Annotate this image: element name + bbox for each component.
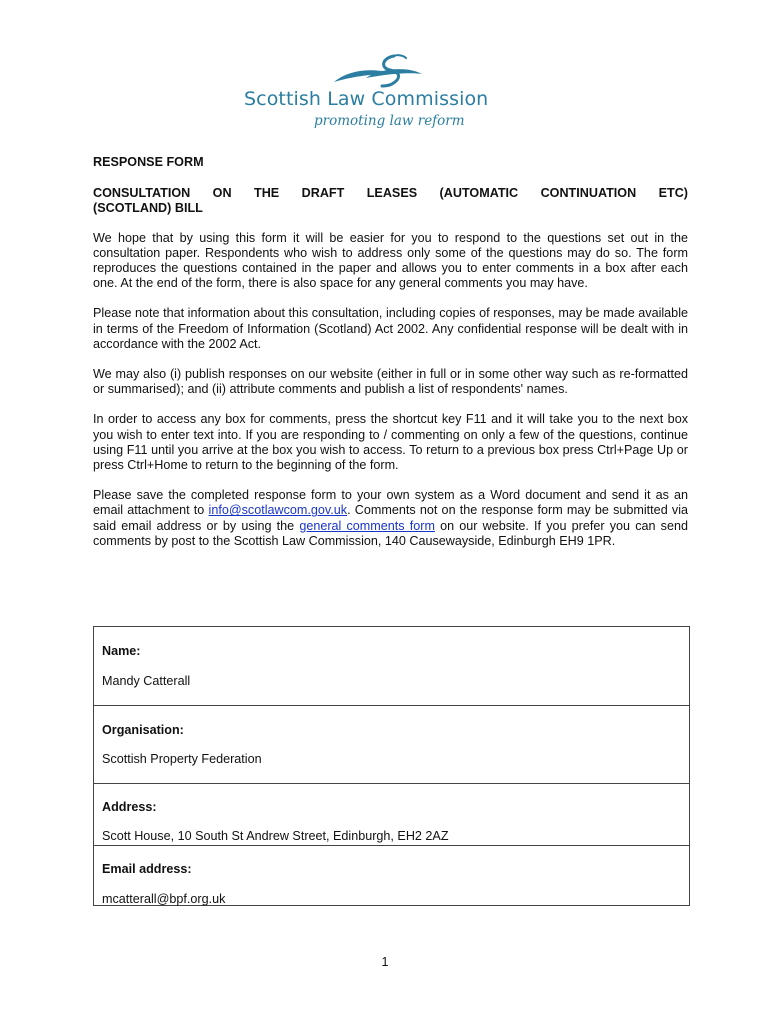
organisation-value[interactable]: Scottish Property Federation (102, 752, 262, 766)
form-heading: RESPONSE FORM (93, 155, 204, 169)
name-label: Name: (102, 644, 141, 658)
email-label: Email address: (102, 862, 192, 876)
scottish-law-commission-logo (244, 54, 514, 134)
logo-title: Scottish Law Commission (244, 88, 489, 110)
logo-tagline: promoting law reform (314, 113, 465, 129)
navigation-paragraph: In order to access any box for comments, press the shortcut key F11 and it will take you to the next box you wish to enter text into. If you are responding to / commenting on only a few of the questions, continue using F11 until you arrive at the box you wish to access. To return to a previous box press Ctrl+Page Up or press Ctrl+Home to return to the beginning of the form. (93, 412, 688, 473)
logo-swoosh-icon (330, 54, 426, 90)
submission-text-3: on our website. If you prefer you can send comments by post to the Scottish Law Commission, 140 Causewayside, Edinburgh EH9 1PR. (93, 518, 688, 548)
organisation-label: Organisation: (102, 723, 184, 737)
publication-paragraph: We may also (i) publish responses on our website (either in full or in some other way such as re-formatted or summarised); and (ii) attribute comments and publish a list of respondents' names. (93, 367, 688, 397)
submission-text-1: Please save the completed response form to your own system as a Word document and send it as an email attachment to (93, 488, 688, 518)
intro-paragraph: We hope that by using this form it will be easier for you to respond to the questions set out in the consultation paper. Respondents who wish to address only some of the questions may do so. The form reproduces the questions contained in the paper and allows you to enter comments in a box after each one. At the end of the form, there is also space for any general comments you may have. (93, 230, 688, 291)
address-row (94, 783, 689, 845)
consultation-title (93, 186, 688, 216)
name-row (94, 627, 689, 705)
page-number: 1 (381, 955, 389, 969)
consultation-title-line2: (SCOTLAND) BILL (93, 201, 203, 216)
general-comments-form-link[interactable]: general comments form (299, 518, 435, 533)
submission-text-2: . Comments not on the response form may be submitted via said email address or by using the (93, 503, 688, 533)
respondent-details-table (93, 626, 690, 906)
email-value[interactable]: mcatterall@bpf.org.uk (102, 892, 226, 906)
email-link[interactable]: info@scotlawcom.gov.uk (208, 503, 348, 518)
organisation-row (94, 705, 689, 783)
submission-paragraph (93, 488, 688, 549)
name-value[interactable]: Mandy Catterall (102, 674, 191, 688)
address-label: Address: (102, 800, 157, 814)
address-value[interactable]: Scott House, 10 South St Andrew Street, Edinburgh, EH2 2AZ (102, 829, 449, 843)
foi-paragraph: Please note that information about this consultation, including copies of responses, may be made available in terms of the Freedom of Information (Scotland) Act 2002. Any confidential response will be dealt with in accordance with the 2002 Act. (93, 306, 688, 351)
email-row (94, 845, 689, 907)
document-body (93, 155, 688, 564)
consultation-title-line1: CONSULTATION ON THE DRAFT LEASES (AUTOMATIC CONTINUATION ETC) (93, 186, 688, 201)
